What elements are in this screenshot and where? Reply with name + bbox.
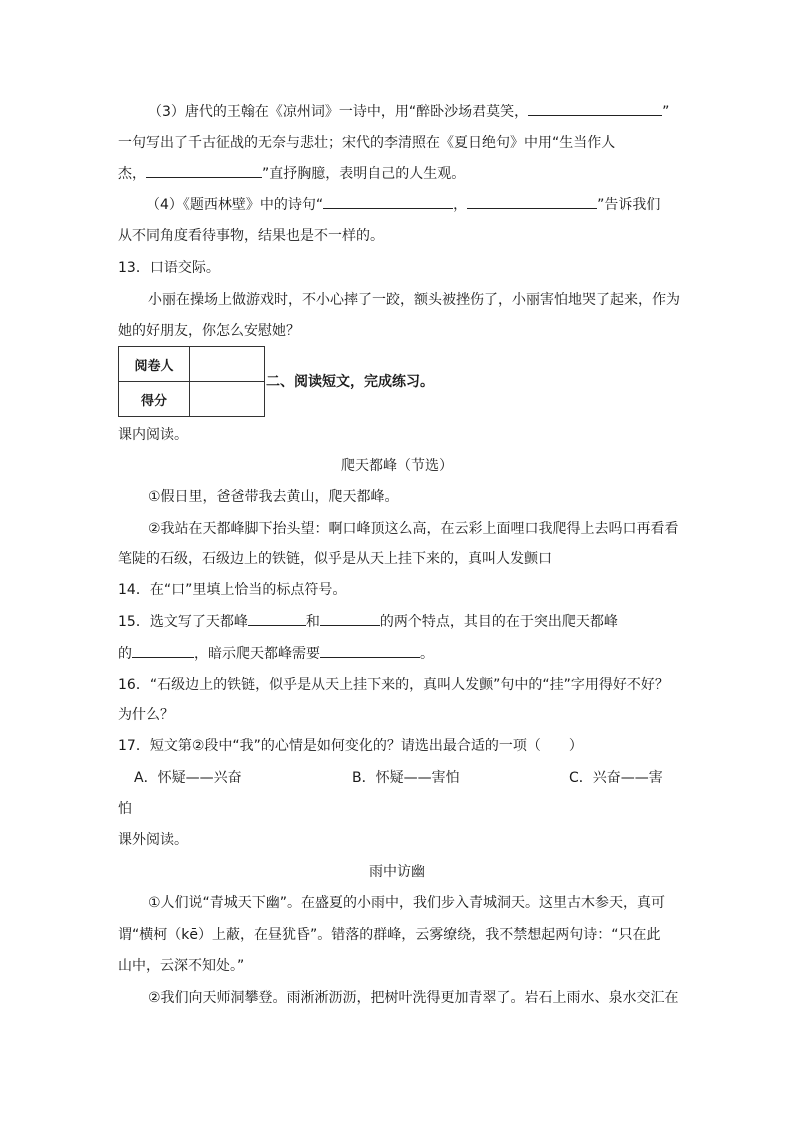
passage2-p1-line2: 谓“横柯（kē）上蔽，在昼犹昏”。错落的群峰，云雾缭绕，我不禁想起两句诗：“只在此 [118,927,661,943]
q15-line2: 的 ，暗示爬天都峰需要 。 [118,643,434,664]
score-label: 得分 [119,382,190,417]
passage2-p1-line1: ①人们说“青城天下幽”。在盛夏的小雨中，我们步入青城洞天。这里古木参天，真可 [148,895,666,911]
q17-line1: 17．短文第②段中“我”的心情是如何变化的？请选出最合适的一项（ ） [118,738,583,754]
answer-blank[interactable] [323,194,453,209]
score-table [118,346,265,417]
q13-title: 13．口语交际。 [118,260,220,276]
q12-4-line1: （4）《题西林壁》中的诗句“ ， ”告诉我们 [146,194,660,215]
answer-blank[interactable] [320,611,380,626]
q13-line2: 她的好朋友，你怎么安慰她？ [118,323,300,339]
q12-3-line2: 一句写出了千古征战的无奈与悲壮；宋代的李清照在《夏日绝句》中用“生当作人 [118,135,616,151]
passage2-p1-line3: 山中，云深不知处。” [118,958,245,974]
section2-title: 二、阅读短文，完成练习。 [266,374,434,390]
q13-line1: 小丽在操场上做游戏时，不小心摔了一跤，额头被挫伤了，小丽害怕地哭了起来，作为 [148,292,680,308]
q12-4-line2: 从不同角度看待事物，结果也是不一样的。 [118,228,384,244]
passage2-p2-line1: ②我们向天师洞攀登。雨淅淅沥沥，把树叶洗得更加青翠了。岩石上雨水、泉水交汇在 [148,990,679,1006]
answer-blank[interactable] [320,643,420,658]
q15-line1: 15．选文写了天都峰 和 的两个特点，其目的在于突出爬天都峰 [118,611,618,632]
answer-blank[interactable] [146,163,262,178]
q12-3-line3: 杰， ”直抒胸臆，表明自己的人生观。 [118,163,465,184]
passage2-title: 雨中访幽 [369,864,425,880]
answer-blank[interactable] [248,611,306,626]
passage1-title: 爬天都峰（节选） [341,458,453,474]
passage1-p1: ①假日里，爸爸带我去黄山，爬天都峰。 [148,489,399,505]
q14: 14．在“口”里填上恰当的标点符号。 [118,582,347,598]
q17-option-a[interactable]: A．怀疑——兴奋 [134,770,242,786]
in-class-label: 课内阅读。 [118,427,188,443]
reviewer-label: 阅卷人 [119,347,190,382]
q12-3-line1: （3）唐代的王翰在《凉州词》一诗中，用“醉卧沙场君莫笑， ” [148,101,669,122]
answer-blank[interactable] [528,101,662,116]
passage1-p2-line2: 笔陡的石级，石级边上的铁链，似乎是从天上挂下来的，真叫人发颤口 [118,551,552,567]
q17-option-c[interactable]: C．兴奋——害 [569,770,663,786]
reviewer-cell[interactable] [190,347,265,382]
score-cell[interactable] [190,382,265,417]
q16-line1: 16．“石级边上的铁链，似乎是从天上挂下来的，真叫人发颤”句中的“挂”字用得好不好？ [118,677,669,693]
q16-line2: 为什么？ [118,707,174,723]
passage1-p2-line1: ②我站在天都峰脚下抬头望：啊口峰顶这么高，在云彩上面哩口我爬得上去吗口再看看 [148,521,679,537]
extra-reading-label: 课外阅读。 [118,832,188,848]
answer-blank[interactable] [132,643,194,658]
q17-option-b[interactable]: B．怀疑——害怕 [352,770,460,786]
answer-blank[interactable] [467,194,597,209]
q17-option-c-cont: 怕 [118,801,132,817]
